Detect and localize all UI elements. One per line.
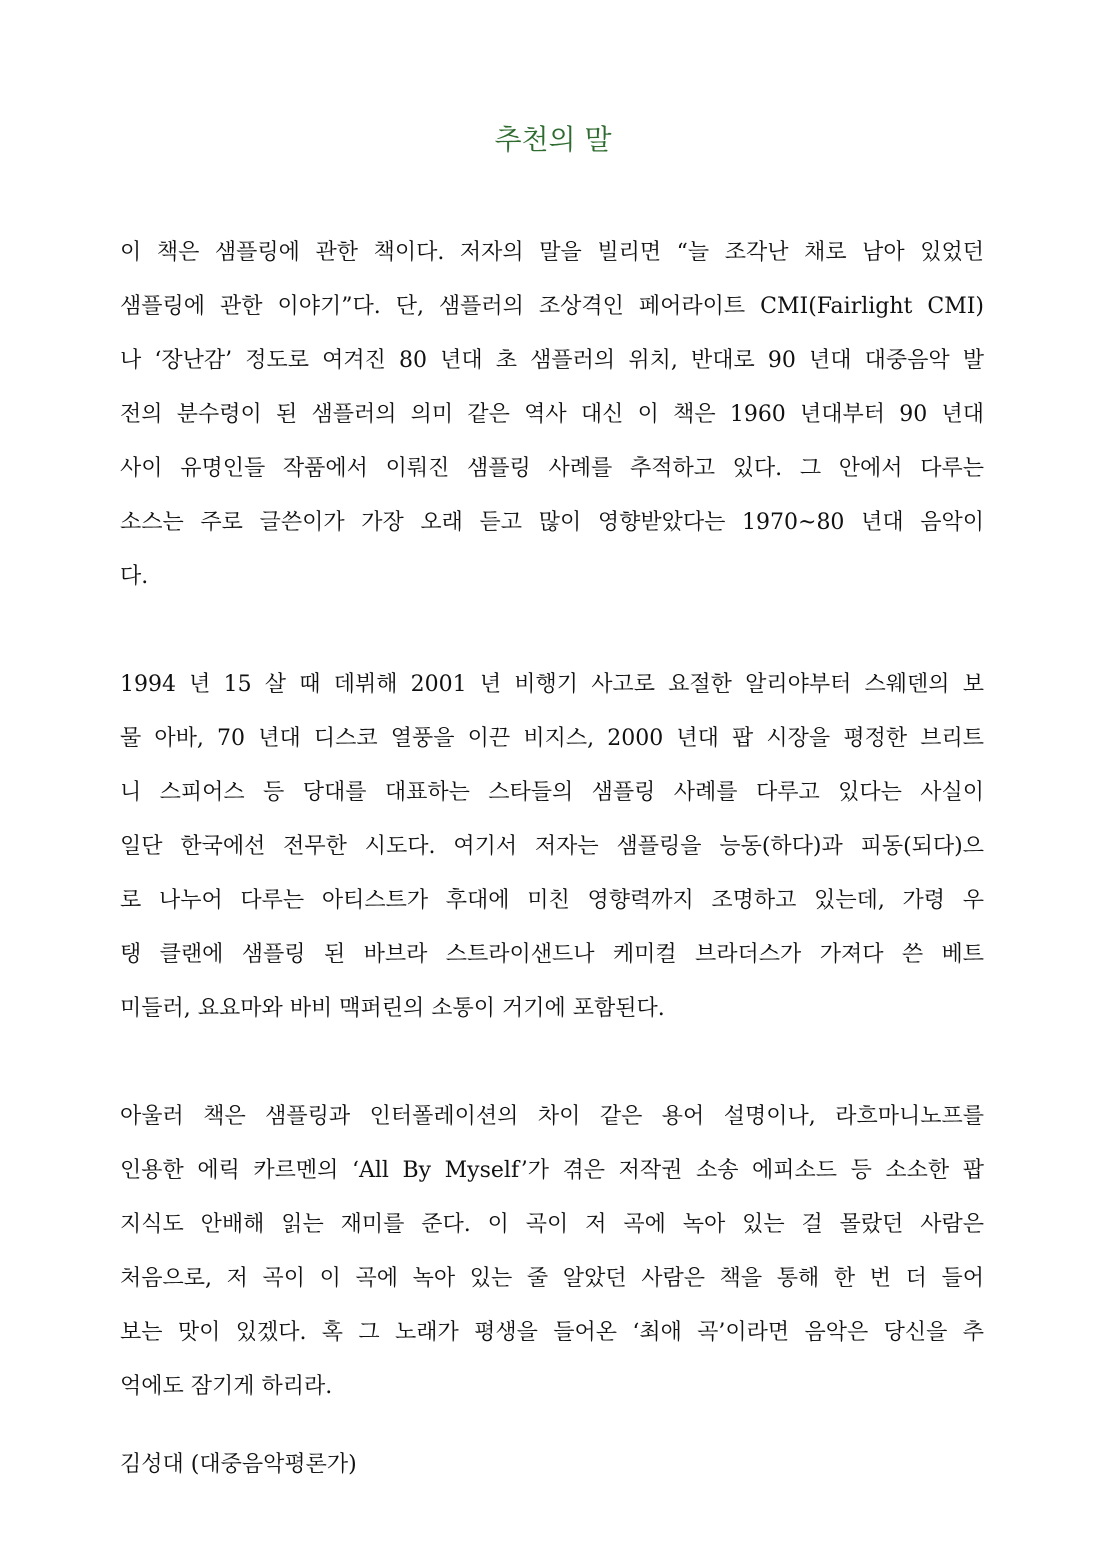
author-signature: 김성대 (대중음악평론가) [120, 1452, 357, 1477]
text-line: 미들러, 요요마와 바비 맥퍼린의 소통이 거기에 포함된다. [120, 996, 665, 1021]
text-line: 샘플링에 관한 이야기”다. 단, 샘플러의 조상격인 페어라이트 CMI(Fairlight CMI) [120, 294, 984, 319]
text-line: 이 책은 샘플링에 관한 책이다. 저자의 말을 빌리면 “늘 조각난 채로 남아 있었던 [120, 240, 984, 265]
text-line: 사이 유명인들 작품에서 이뤄진 샘플링 사례를 추적하고 있다. 그 안에서 다루는 [120, 456, 984, 481]
paragraph-3 [120, 1090, 984, 1414]
text-line: 로 나누어 다루는 아티스트가 후대에 미친 영향력까지 조명하고 있는데, 가령 우 [120, 888, 984, 913]
text-line: 지식도 안배해 읽는 재미를 준다. 이 곡이 저 곡에 녹아 있는 걸 몰랐던 사람은 [120, 1212, 984, 1237]
text-line: 전의 분수령이 된 샘플러의 의미 같은 역사 대신 이 책은 1960 년대부터 90 년대 [120, 402, 984, 427]
page-title: 추천의 말 [494, 123, 612, 156]
text-line: 인용한 에릭 카르멘의 ‘All By Myself’가 겪은 저작권 소송 에피소드 등 소소한 팝 [120, 1158, 984, 1183]
text-line: 나 ‘장난감’ 정도로 여겨진 80 년대 초 샘플러의 위치, 반대로 90 년대 대중음악 발 [120, 348, 984, 373]
text-line: 1994 년 15 살 때 데뷔해 2001 년 비행기 사고로 요절한 알리야부터 스웨덴의 보 [120, 672, 984, 697]
text-line: 물 아바, 70 년대 디스코 열풍을 이끈 비지스, 2000 년대 팝 시장을 평정한 브리트 [120, 726, 984, 751]
text-line: 소스는 주로 글쓴이가 가장 오래 듣고 많이 영향받았다는 1970~80 년대 음악이 [120, 510, 984, 535]
text-line: 탱 클랜에 샘플링 된 바브라 스트라이샌드나 케미컬 브라더스가 가져다 쓴 베트 [120, 942, 984, 967]
text-line: 보는 맛이 있겠다. 혹 그 노래가 평생을 들어온 ‘최애 곡’이라면 음악은 당신을 추 [120, 1320, 984, 1345]
text-line: 다. [120, 564, 149, 589]
paragraph-1 [120, 226, 984, 604]
text-line: 니 스피어스 등 당대를 대표하는 스타들의 샘플링 사례를 다루고 있다는 사실이 [120, 780, 984, 805]
text-line: 일단 한국에선 전무한 시도다. 여기서 저자는 샘플링을 능동(하다)과 피동(되다)으 [120, 834, 984, 859]
paragraph-2 [120, 658, 984, 1036]
document-body [120, 226, 984, 1414]
text-line: 처음으로, 저 곡이 이 곡에 녹아 있는 줄 알았던 사람은 책을 통해 한 번 더 들어 [120, 1266, 984, 1291]
text-line: 억에도 잠기게 하리라. [120, 1374, 333, 1399]
text-line: 아울러 책은 샘플링과 인터폴레이션의 차이 같은 용어 설명이나, 라흐마니노프를 [120, 1104, 984, 1129]
